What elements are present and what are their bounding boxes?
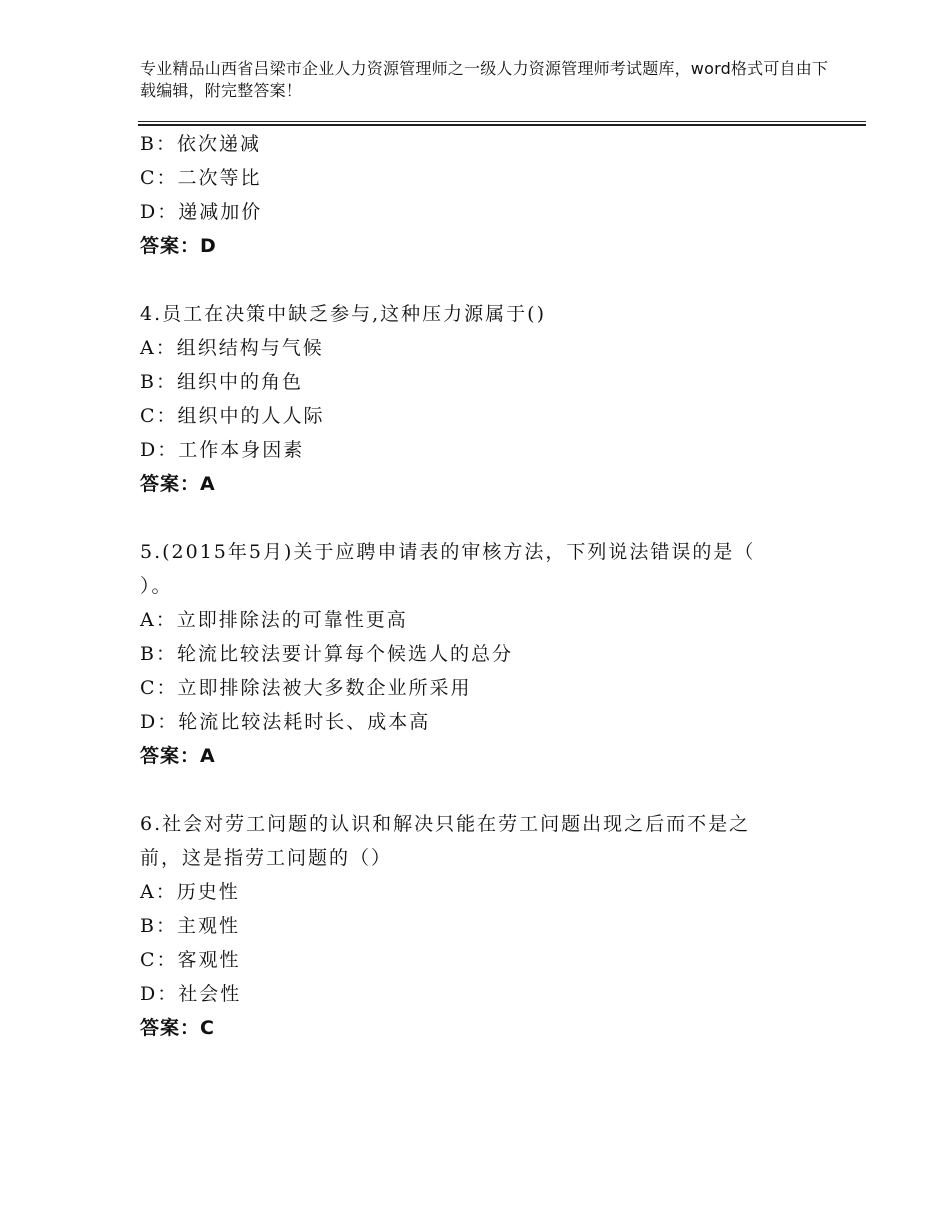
question-3-tail [140, 127, 840, 263]
option-a: A：组织结构与气候 [140, 337, 324, 359]
question-5 [140, 535, 840, 773]
option-d: D：轮流比较法耗时长、成本高 [140, 711, 431, 733]
question-title-line2: 前，这是指劳工问题的（） [140, 847, 393, 869]
question-6 [140, 807, 840, 1045]
option-b: B：轮流比较法要计算每个候选人的总分 [140, 643, 513, 665]
document-header: 专业精品山西省吕梁市企业人力资源管理师之一级人力资源管理师考试题库，word格式可自由下载编辑，附完整答案！ [140, 59, 829, 100]
question-content [140, 127, 840, 1045]
option-b: B：依次递减 [140, 133, 261, 155]
option-b: B：组织中的角色 [140, 371, 303, 393]
option-c: C：组织中的人人际 [140, 405, 325, 427]
question-title-line1: 5.(2015年5月)关于应聘申请表的审核方法，下列说法错误的是（ [140, 541, 756, 563]
option-c: C：立即排除法被大多数企业所采用 [140, 677, 472, 699]
option-a: A：立即排除法的可靠性更高 [140, 609, 408, 631]
answer: 答案：C [140, 1017, 215, 1039]
question-title-line2: ）。 [140, 575, 173, 597]
answer: 答案：D [140, 235, 217, 257]
option-d: D：递减加价 [140, 201, 263, 223]
option-d: D：社会性 [140, 983, 242, 1005]
question-title: 4.员工在决策中缺乏参与,这种压力源属于() [140, 303, 546, 325]
option-a: A：历史性 [140, 881, 240, 903]
answer: 答案：A [140, 745, 216, 767]
option-b: B：主观性 [140, 915, 240, 937]
header-rule-thick [138, 124, 866, 126]
answer: 答案：A [140, 473, 216, 495]
question-4 [140, 297, 840, 501]
option-c: C：二次等比 [140, 167, 262, 189]
header-rule [138, 121, 866, 122]
option-c: C：客观性 [140, 949, 241, 971]
option-d: D：工作本身因素 [140, 439, 305, 461]
question-title-line1: 6.社会对劳工问题的认识和解决只能在劳工问题出现之后而不是之 [140, 813, 751, 835]
